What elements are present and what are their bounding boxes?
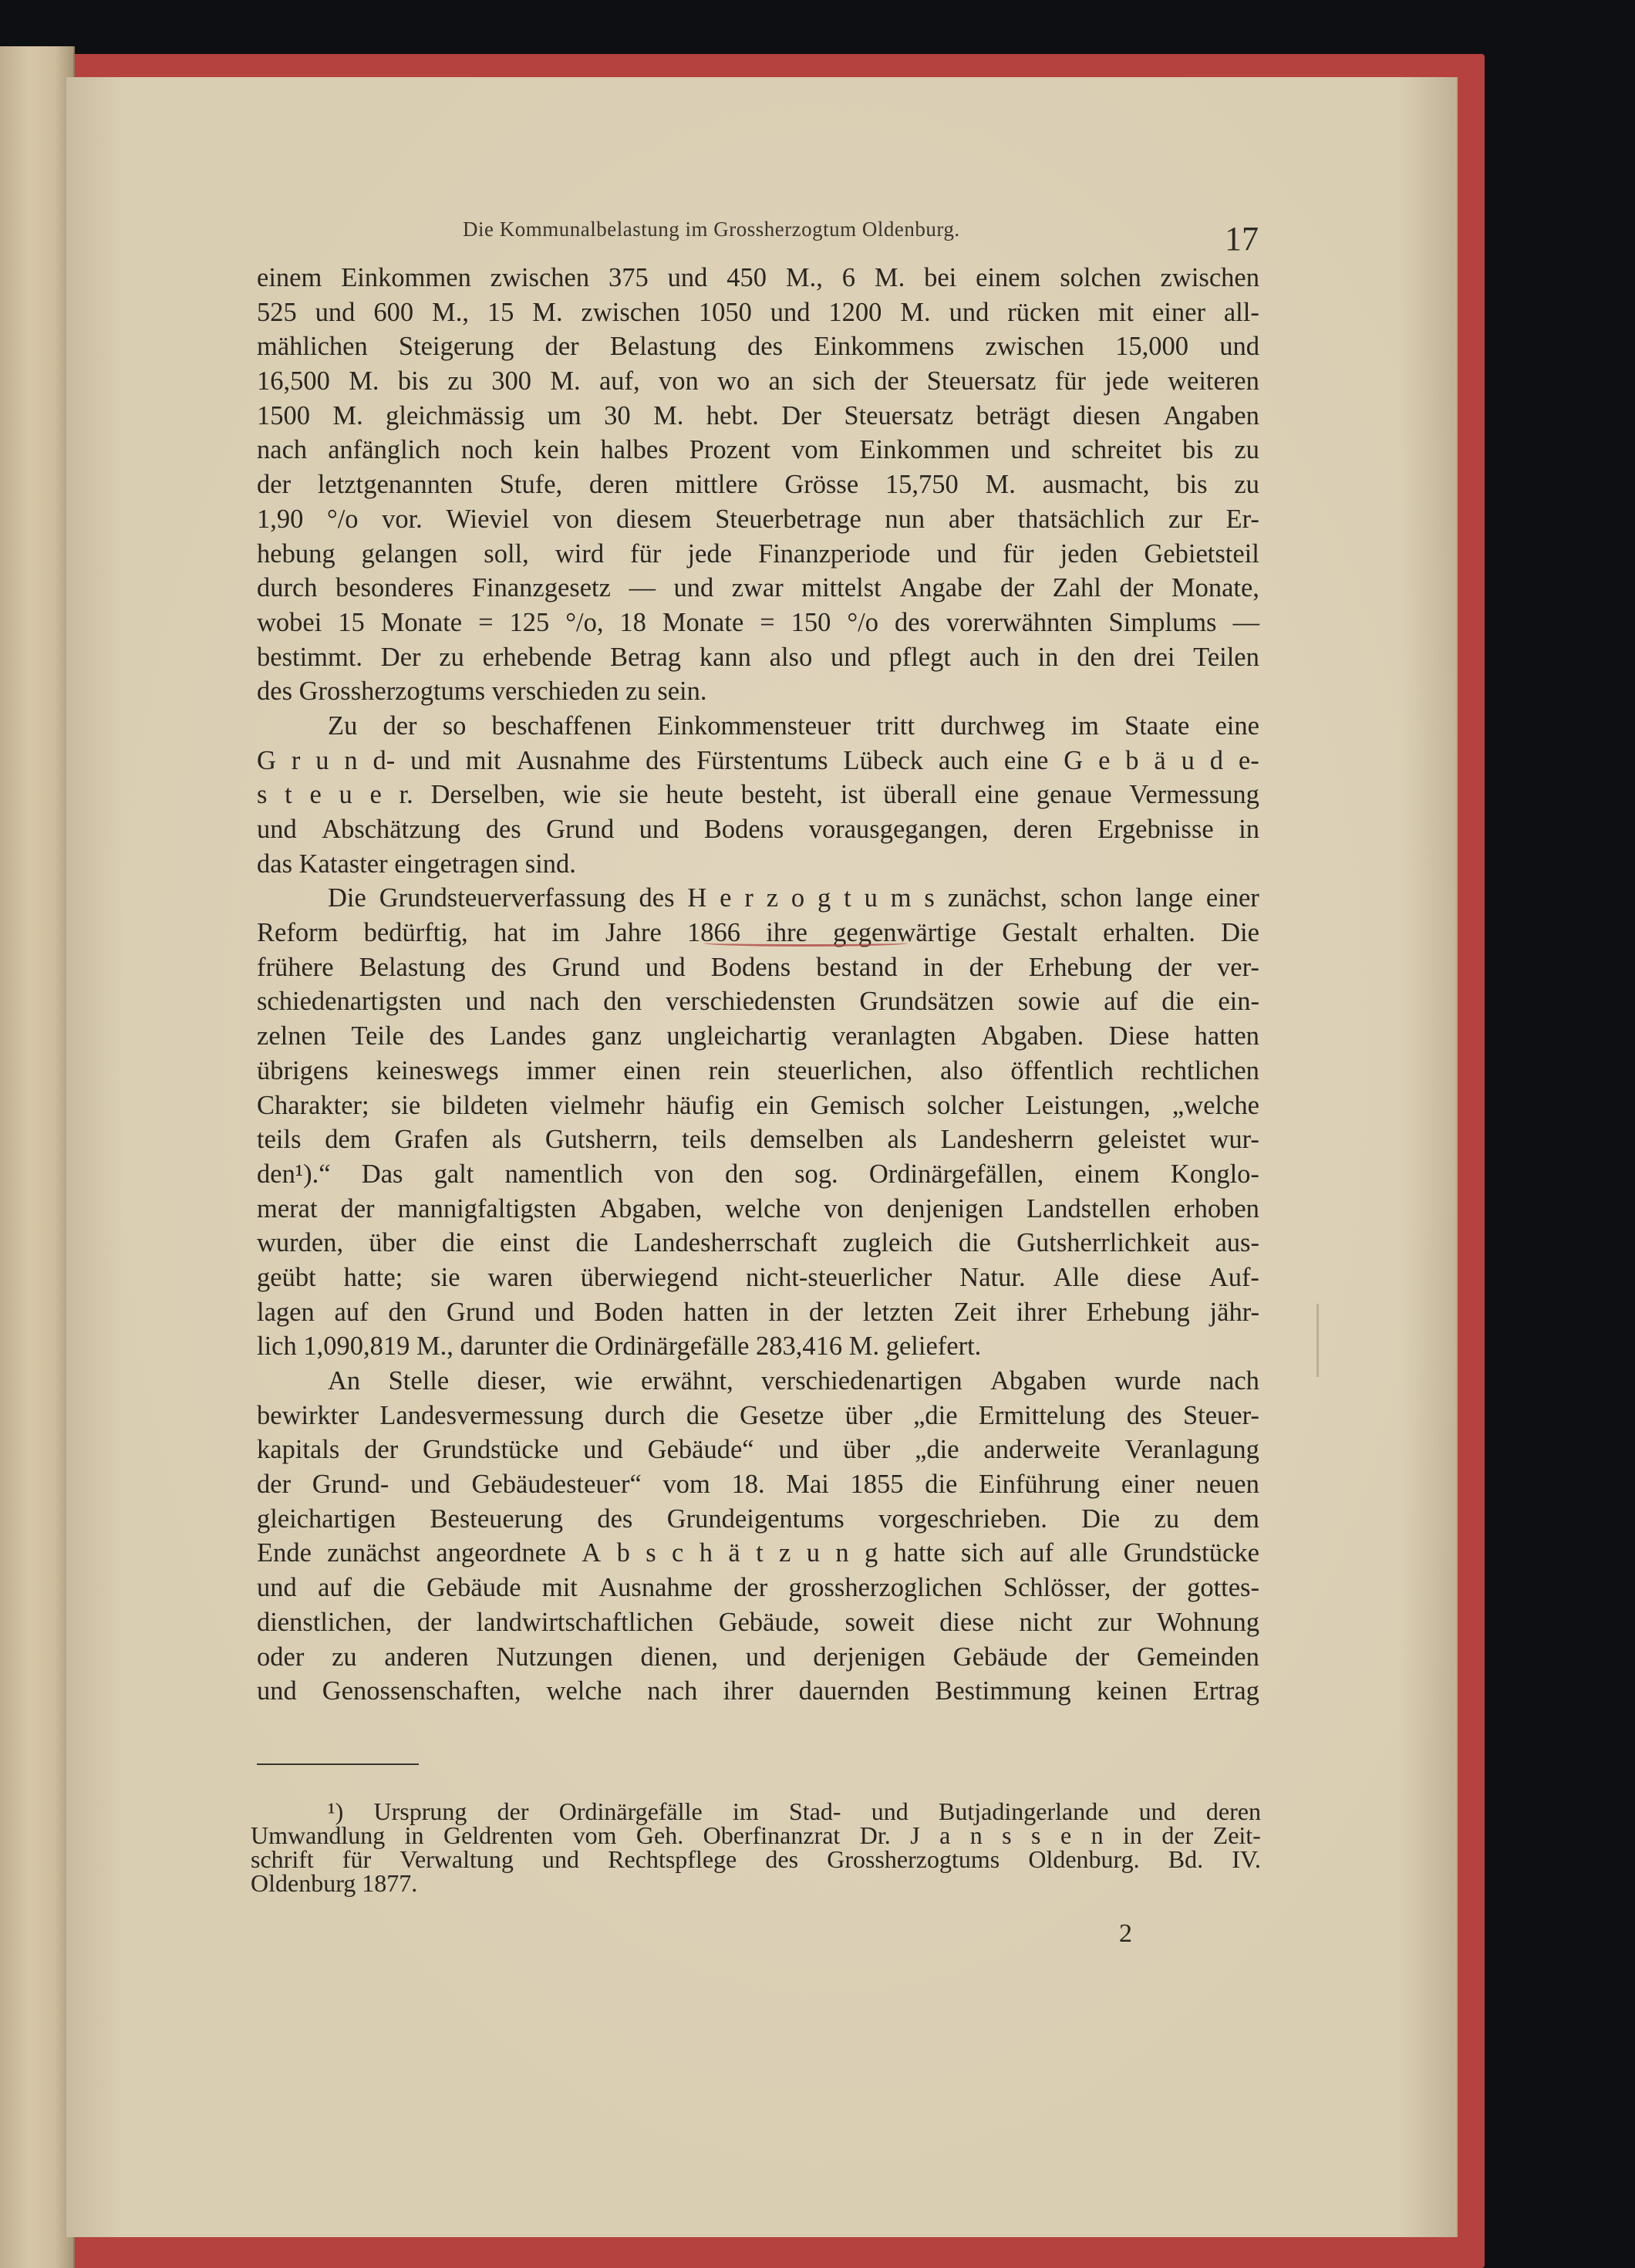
- text-line: zelnen Teile des Landes ganz ungleichartig veranlagten Abgaben. Diese hatten: [257, 1021, 1259, 1051]
- text-line: Charakter; sie bildeten vielmehr häufig ein Gemisch solcher Leistungen, „welche: [257, 1090, 1259, 1120]
- text-line: lich 1,090,819 M., darunter die Ordinärgefälle 283,416 M. geliefert.: [257, 1331, 982, 1362]
- footnote-line: Oldenburg 1877.: [251, 1869, 418, 1897]
- margin-mark: [1316, 1304, 1319, 1377]
- text-line: Zu der so beschaffenen Einkommensteuer tritt durchweg im Staate eine: [328, 710, 1259, 741]
- text-line: und Abschätzung des Grund und Bodens vorausgegangen, deren Ergebnisse in: [257, 815, 1259, 844]
- text-line: Ende zunächst angeordnete A b s c h ä t z u n g hatte sich auf alle Grundstücke: [257, 1538, 1259, 1568]
- text-line: 1,90 °/o vor. Wieviel von diesem Steuerbetrage nun aber thatsächlich zur Er-: [257, 504, 1259, 534]
- text-line: übrigens keineswegs immer einen rein steuerlichen, also öffentlich rechtlichen: [257, 1055, 1259, 1085]
- text-line: und Genossenschaften, welche nach ihrer dauernden Bestimmung keinen Ertrag: [257, 1676, 1259, 1706]
- text-line: den¹).“ Das galt namentlich von den sog. Ordinärgefällen, einem Konglo-: [257, 1159, 1259, 1189]
- running-title: Die Kommunalbelastung im Grossherzogtum Oldenburg.: [463, 218, 960, 241]
- text-line: hebung gelangen soll, wird für jede Finanzperiode und für jeden Gebietsteil: [257, 538, 1259, 569]
- text-line: wobei 15 Monate = 125 °/o, 18 Monate = 150 °/o des vorerwähnten Simplums —: [257, 607, 1259, 637]
- text-line: mählichen Steigerung der Belastung des Einkommens zwischen 15,000 und: [257, 332, 1259, 362]
- text-line: kapitals der Grundstücke und Gebäude“ und über „die anderweite Veranlagung: [257, 1435, 1259, 1465]
- text-line: lagen auf den Grund und Boden hatten in der letzten Zeit ihrer Erhebung jähr-: [257, 1297, 1259, 1327]
- text-line: teils dem Grafen als Gutsherrn, teils demselben als Landesherrn geleistet wur-: [257, 1125, 1259, 1155]
- text-line: merat der mannigfaltigsten Abgaben, welche von denjenigen Landstellen erhoben: [257, 1193, 1259, 1223]
- text-line: gleichartigen Besteuerung des Grundeigentums vorgeschrieben. Die zu dem: [257, 1504, 1259, 1534]
- text-line: der letztgenannten Stufe, deren mittlere Grösse 15,750 M. ausmacht, bis zu: [257, 470, 1259, 500]
- text-line: G r u n d- und mit Ausnahme des Fürstentums Lübeck auch eine G e b ä u d e-: [257, 745, 1259, 775]
- binding-edge: [0, 46, 75, 2268]
- text-line: schiedenartigsten und nach den verschiedensten Grundsätzen sowie auf die ein-: [257, 987, 1259, 1017]
- page-number: 17: [1225, 220, 1259, 258]
- text-line: 1500 M. gleichmässig um 30 M. hebt. Der Steuersatz beträgt diesen Angaben: [257, 400, 1259, 430]
- text-line: nach anfänglich noch kein halbes Prozent vom Einkommen und schreitet bis zu: [257, 435, 1259, 465]
- text-line: 16,500 M. bis zu 300 M. auf, von wo an sich der Steuersatz für jede weiteren: [257, 366, 1259, 397]
- text-line: oder zu anderen Nutzungen dienen, und derjenigen Gebäude der Gemeinden: [257, 1642, 1259, 1672]
- footnote-line: Umwandlung in Geldrenten vom Geh. Oberfinanzrat Dr. J a n s s e n in der Zeit-: [251, 1821, 1261, 1849]
- text-line: einem Einkommen zwischen 375 und 450 M., 6 M. bei einem solchen zwischen: [257, 263, 1259, 292]
- text-line: des Grossherzogtums verschieden zu sein.: [257, 677, 707, 707]
- text-line: der Grund- und Gebäudesteuer“ vom 18. Mai 1855 die Einführung einer neuen: [257, 1470, 1259, 1500]
- text-line: durch besonderes Finanzgesetz — und zwar mittelst Angabe der Zahl der Monate,: [257, 573, 1259, 603]
- text-line: geübt hatte; sie waren überwiegend nicht-steuerlicher Natur. Alle diese Auf-: [257, 1262, 1259, 1292]
- text-line: bestimmt. Der zu erhebende Betrag kann also und pflegt auch in den drei Teilen: [257, 642, 1259, 672]
- text-line: Reform bedürftig, hat im Jahre 1866 ihre gegenwärtige Gestalt erhalten. Die: [257, 918, 1259, 948]
- footnote: [251, 1797, 1261, 1897]
- text-line: dienstlichen, der landwirtschaftlichen Gebäude, soweit diese nicht zur Wohnung: [257, 1607, 1259, 1637]
- text-line: das Kataster eingetragen sind.: [257, 849, 576, 879]
- text-line: und auf die Gebäude mit Ausnahme der grossherzoglichen Schlösser, der gottes-: [257, 1573, 1259, 1603]
- pencil-underline: [703, 940, 908, 947]
- text-line: frühere Belastung des Grund und Bodens bestand in der Erhebung der ver-: [257, 952, 1259, 982]
- text-line: 525 und 600 M., 15 M. zwischen 1050 und 1200 M. und rücken mit einer all-: [257, 297, 1259, 327]
- body-text: [257, 261, 1259, 1709]
- text-line: wurden, über die einst die Landesherrschaft zugleich die Gutsherrlichkeit aus-: [257, 1228, 1259, 1258]
- text-line: An Stelle dieser, wie erwähnt, verschiedenartigen Abgaben wurde nach: [328, 1366, 1259, 1396]
- text-line: bewirkter Landesvermessung durch die Gesetze über „die Ermittelung des Steuer-: [257, 1400, 1259, 1430]
- footnote-line: ¹) Ursprung der Ordinärgefälle im Stad- und Butjadingerlande und deren: [328, 1797, 1261, 1825]
- text-line: s t e u e r. Derselben, wie sie heute besteht, ist überall eine genaue Vermessung: [257, 780, 1259, 810]
- footnote-rule: [257, 1763, 419, 1765]
- footnote-line: schrift für Verwaltung und Rechtspflege des Grossherzogtums Oldenburg. Bd. IV.: [251, 1845, 1261, 1873]
- signature-mark: 2: [1119, 1919, 1132, 1948]
- text-line: Die Grundsteuerverfassung des H e r z o g t u m s zunächst, schon lange einer: [328, 883, 1259, 913]
